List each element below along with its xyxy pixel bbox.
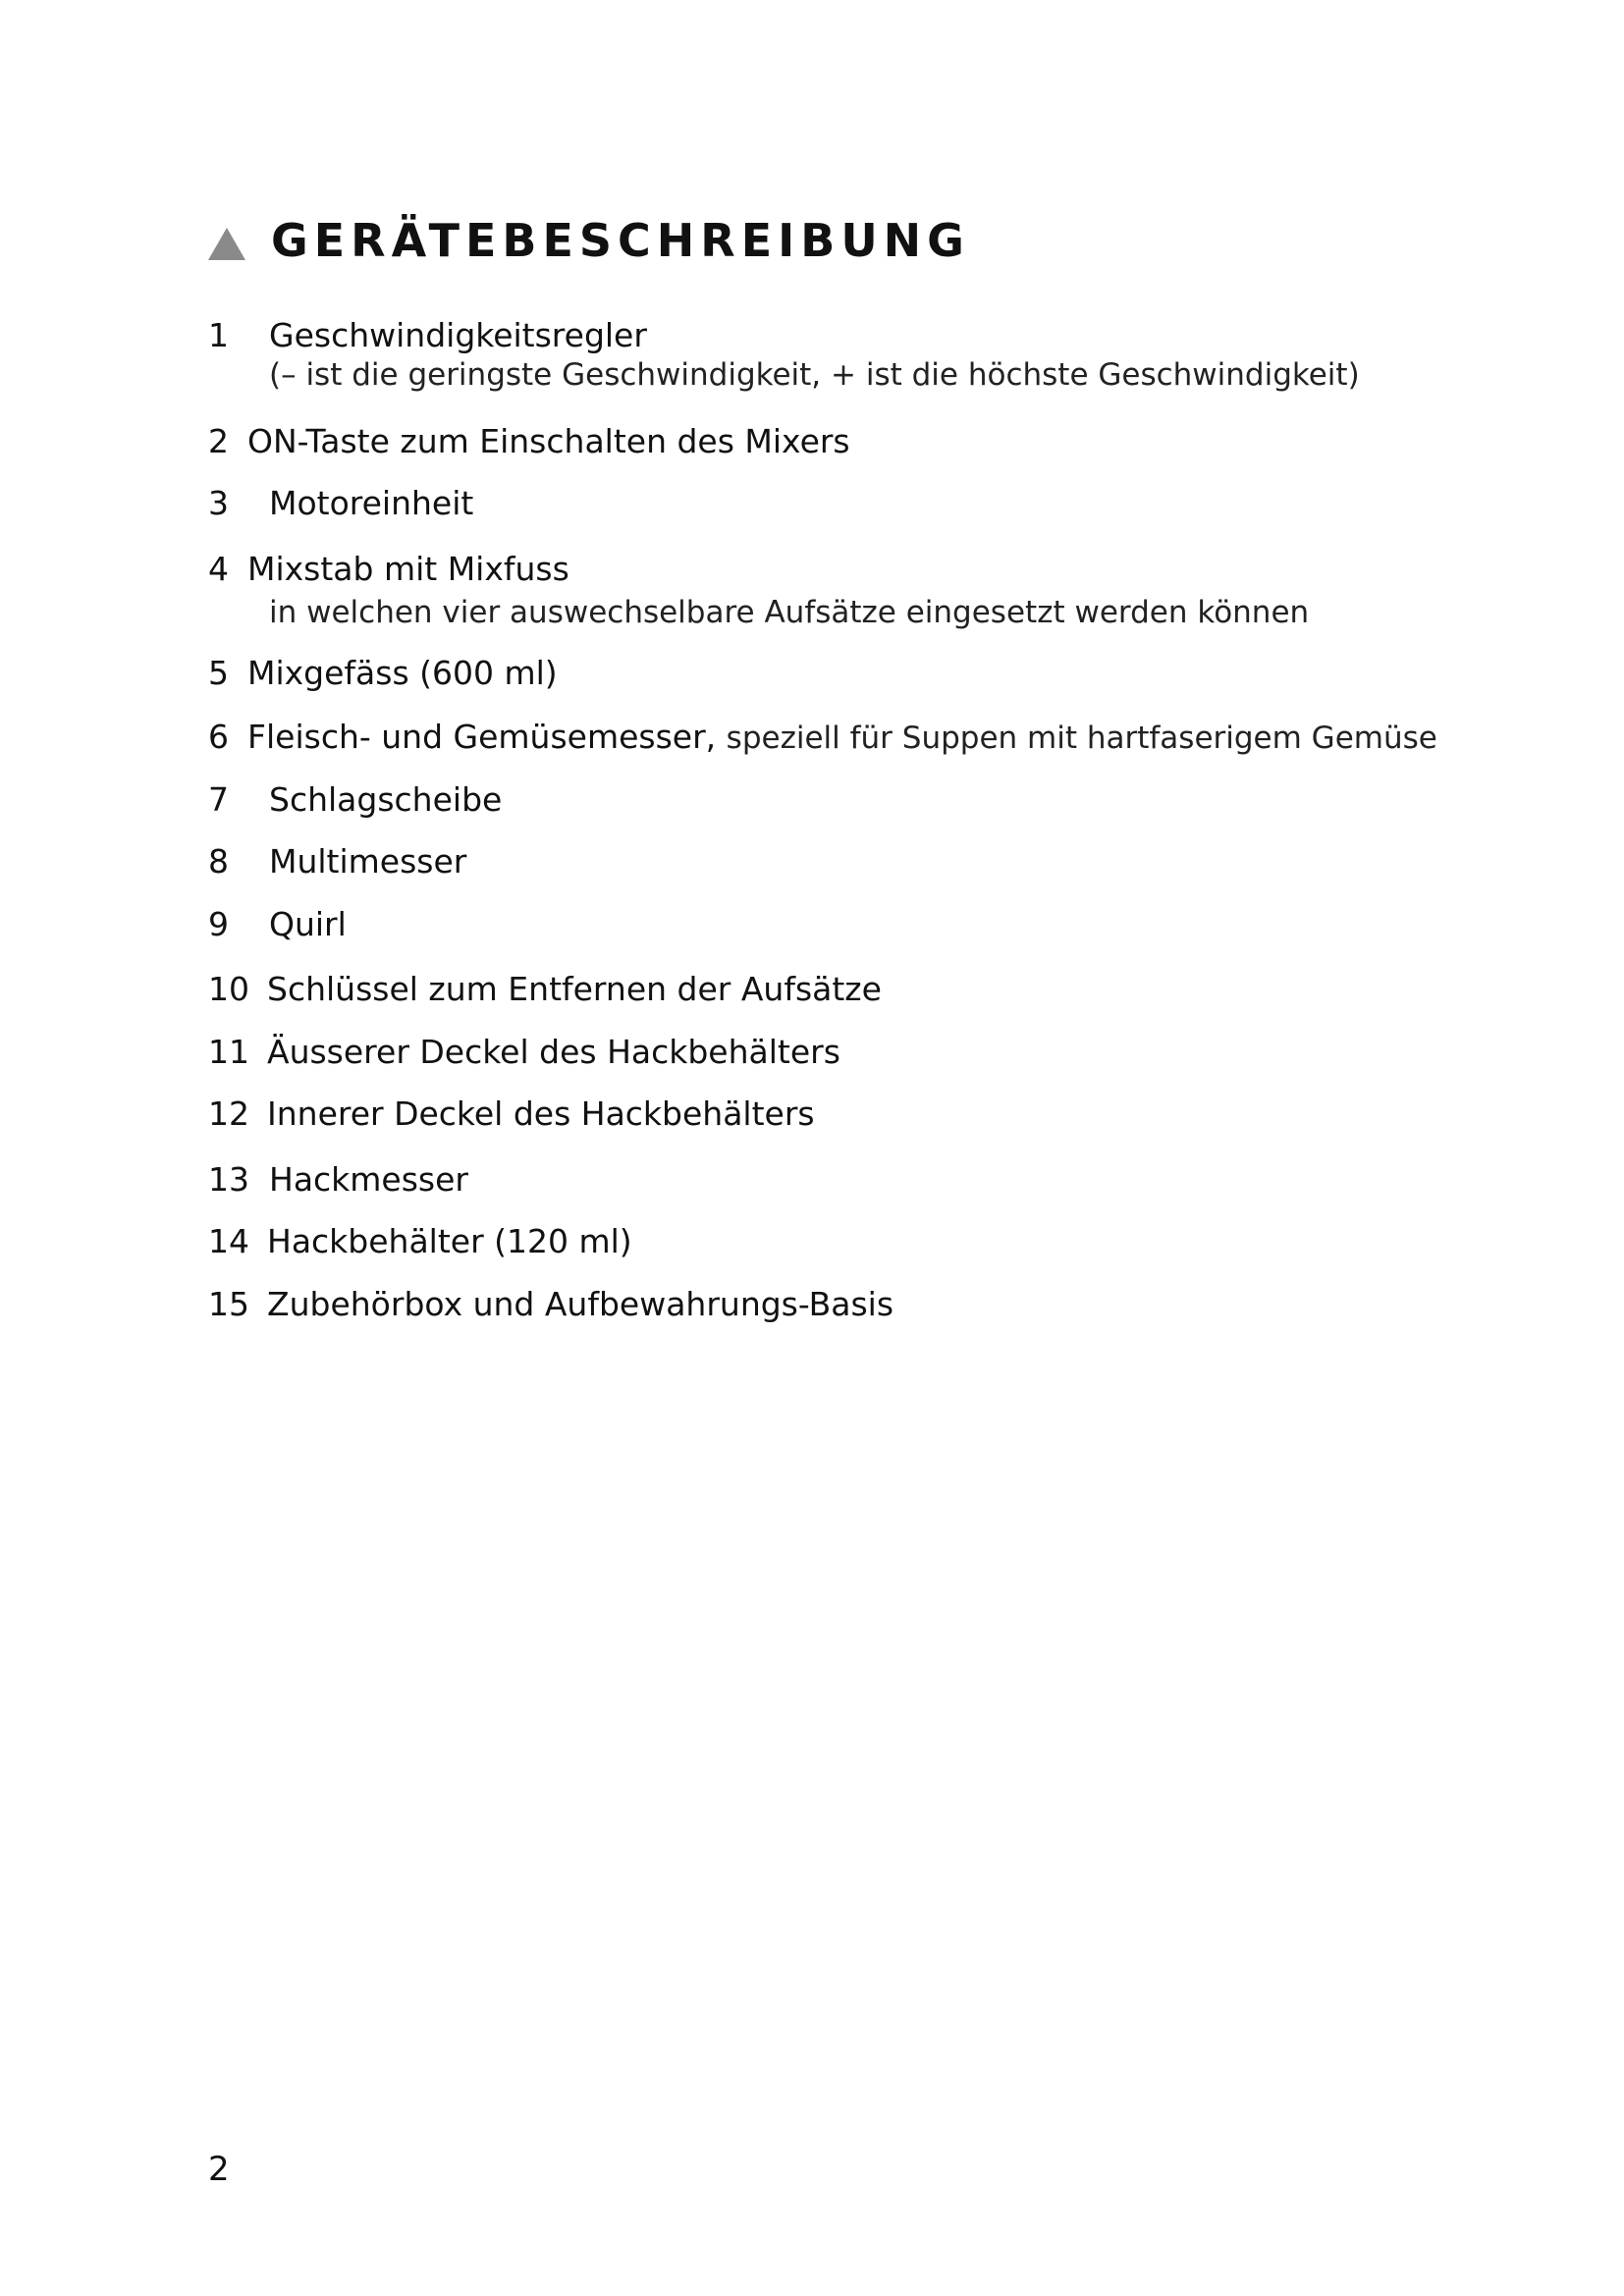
item-label-group [247, 718, 1437, 758]
item-label: Motoreinheit [269, 484, 474, 522]
item-label: Mixgefäss (600 ml) [247, 654, 558, 692]
triangle-icon [208, 228, 245, 260]
item-number: 7 [208, 780, 229, 819]
item-number: 14 [208, 1222, 249, 1260]
item-label: Schlüssel zum Entfernen der Aufsätze [267, 970, 882, 1008]
item-label: Zubehörbox und Aufbewahrungs-Basis [267, 1285, 894, 1323]
item-label: Hackbehälter (120 ml) [267, 1222, 632, 1260]
item-number: 12 [208, 1095, 249, 1133]
item-label: ON-Taste zum Einschalten des Mixers [247, 422, 850, 460]
item-label: Schlagscheibe [269, 780, 503, 819]
item-label: Geschwindigkeitsregler [269, 316, 647, 354]
item-label: Mixstab mit Mixfuss [247, 550, 569, 588]
item-number: 9 [208, 905, 229, 943]
item-number: 13 [208, 1160, 249, 1199]
item-label: Innerer Deckel des Hackbehälters [267, 1095, 815, 1133]
item-number: 2 [208, 422, 229, 460]
item-label: Multimesser [269, 842, 467, 881]
item-description: in welchen vier auswechselbare Aufsätze eingesetzt werden können [269, 595, 1310, 630]
item-number: 15 [208, 1285, 249, 1323]
item-label: Hackmesser [269, 1160, 468, 1199]
item-number: 1 [208, 316, 229, 354]
item-number: 11 [208, 1033, 249, 1071]
item-inline-description: speziell für Suppen mit hartfaserigem Gemüse [726, 721, 1437, 756]
item-number: 10 [208, 970, 249, 1008]
page-number: 2 [208, 2150, 230, 2189]
item-description: (– ist die geringste Geschwindigkeit, + ist die höchste Geschwindigkeit) [269, 357, 1360, 393]
item-number: 6 [208, 718, 229, 756]
section-heading [208, 214, 970, 267]
item-number: 8 [208, 842, 229, 881]
item-label: Äusserer Deckel des Hackbehälters [267, 1033, 840, 1071]
heading-title: GERÄTEBESCHREIBUNG [271, 214, 970, 267]
item-number: 3 [208, 484, 229, 522]
item-number: 5 [208, 654, 229, 692]
item-number: 4 [208, 550, 229, 588]
item-label: Fleisch- und Gemüsemesser, [247, 718, 717, 756]
item-label: Quirl [269, 905, 347, 943]
